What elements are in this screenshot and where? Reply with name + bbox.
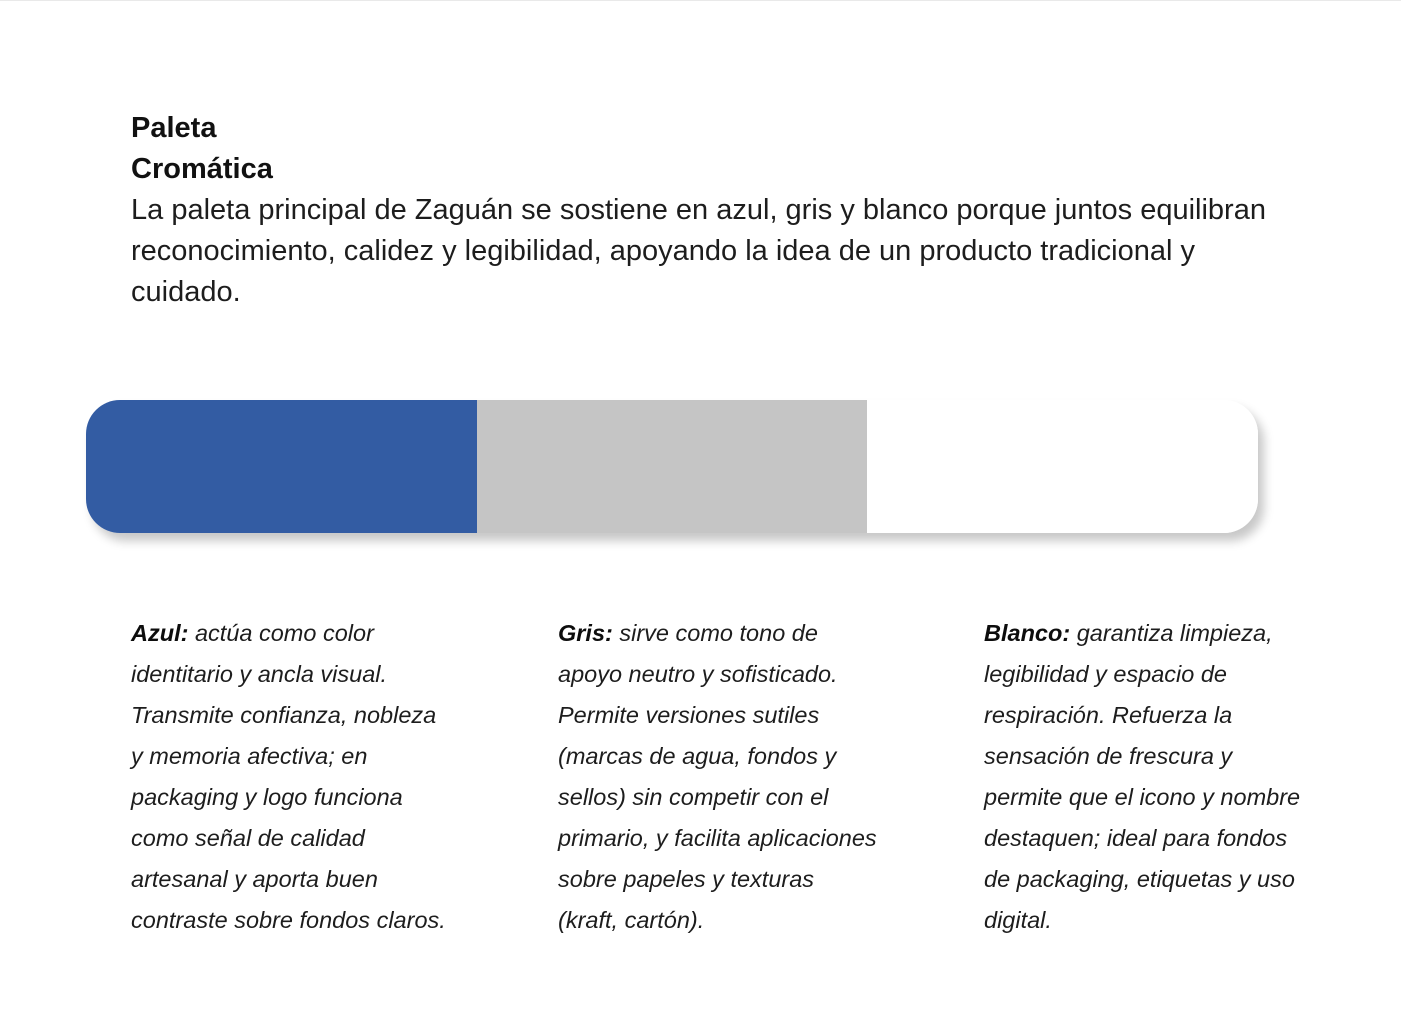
swatch-blanco [867, 400, 1258, 533]
swatch-gris [477, 400, 868, 533]
page-title-line-1: Paleta [131, 112, 217, 144]
description-azul-label: Azul: [131, 620, 189, 646]
page-title-line-2: Cromática [131, 153, 273, 185]
description-gris-label: Gris: [558, 620, 613, 646]
description-blanco [984, 613, 1304, 941]
description-gris [558, 613, 878, 941]
top-divider [0, 0, 1401, 1]
description-azul-text: actúa como color identitario y ancla visual. Transmite confianza, nobleza y memoria afectiva; en packaging y logo funciona como señal de calidad artesanal y aporta buen contraste sobre fondos claros. [131, 620, 446, 933]
color-palette-bar [86, 400, 1258, 533]
heading-block [131, 108, 1311, 313]
swatch-azul [86, 400, 477, 533]
intro-paragraph: La paleta principal de Zaguán se sostiene en azul, gris y blanco porque juntos equilibran reconocimiento, calidez y legibilidad, apoyando la idea de un producto tradicional y cuidado. [131, 194, 1266, 308]
description-azul [131, 613, 451, 941]
description-gris-text: sirve como tono de apoyo neutro y sofisticado. Permite versiones sutiles (marcas de agua, fondos y sellos) sin competir con el primario, y facilita aplicaciones sobre papeles y texturas (kraft, cartón). [558, 620, 877, 933]
description-blanco-text: garantiza limpieza, legibilidad y espacio de respiración. Refuerza la sensación de frescura y permite que el icono y nombre destaquen; ideal para fondos de packaging, etiquetas y uso digital. [984, 620, 1301, 933]
description-blanco-label: Blanco: [984, 620, 1071, 646]
